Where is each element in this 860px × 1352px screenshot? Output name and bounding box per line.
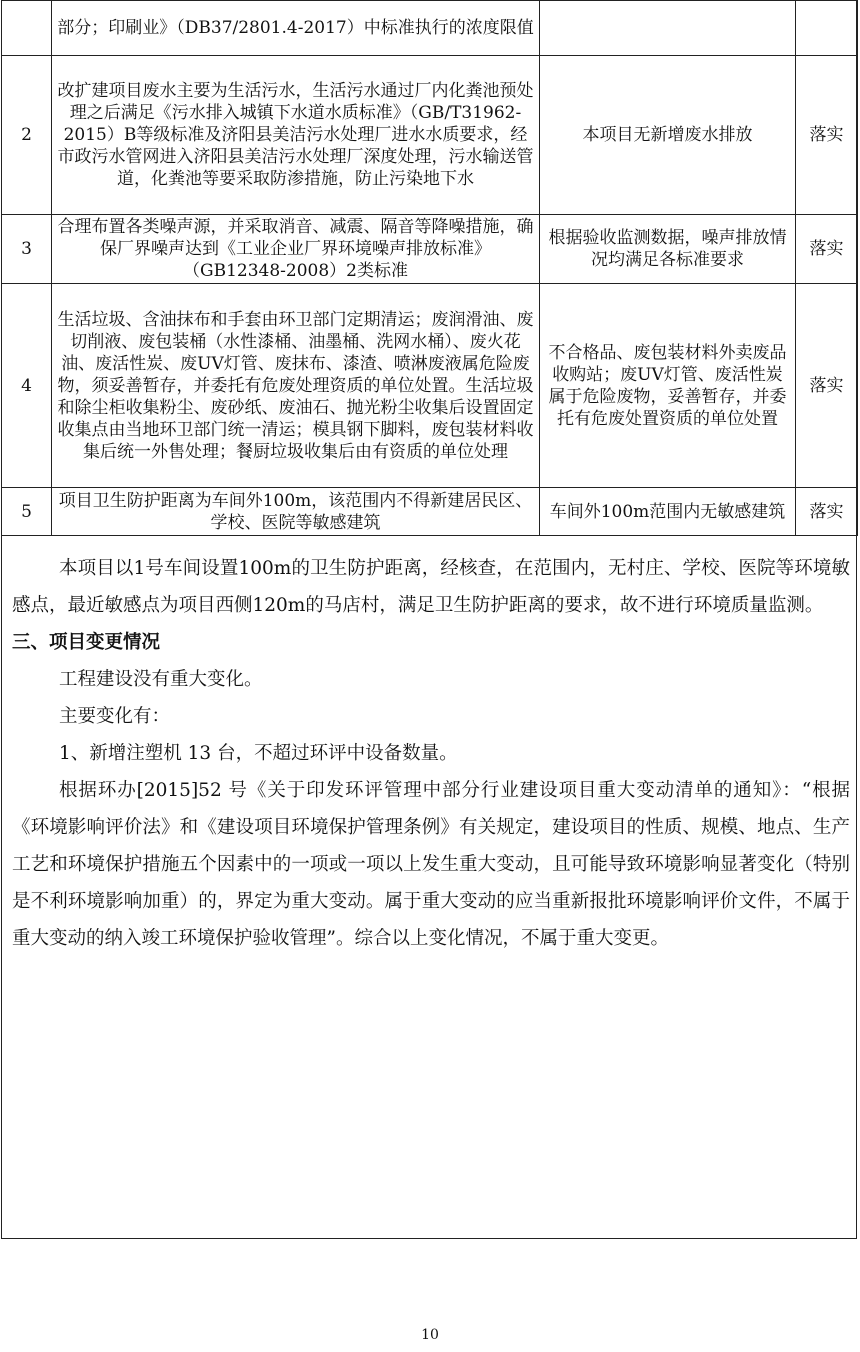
table-row (2, 56, 858, 215)
row-number: 2 (2, 56, 52, 215)
row-number: 4 (2, 284, 52, 488)
table-row (2, 1, 858, 56)
section-heading: 三、项目变更情况 (12, 632, 161, 653)
implementation-cell: 根据验收监测数据，噪声排放情况均满足各标准要求 (540, 215, 796, 284)
measures-table (1, 0, 858, 536)
implementation-cell: 本项目无新增废水排放 (540, 56, 796, 215)
table-row (2, 284, 858, 488)
row-number: 3 (2, 215, 52, 284)
status-cell (796, 1, 858, 56)
status-cell: 落实 (796, 284, 858, 488)
status-cell: 落实 (796, 215, 858, 284)
page-number: 10 (421, 1327, 439, 1343)
row-number: 5 (2, 488, 52, 536)
requirement-cell: 项目卫生防护距离为车间外100m，该范围内不得新建居民区、学校、医院等敏感建筑 (52, 488, 540, 536)
status-cell: 落实 (796, 488, 858, 536)
row-number (2, 1, 52, 56)
implementation-cell (540, 1, 796, 56)
body-text (12, 550, 850, 957)
paragraph: 1、新增注塑机 13 台，不超过环评中设备数量。 (59, 743, 458, 764)
status-cell: 落实 (796, 56, 858, 215)
paragraph: 本项目以1号车间设置100m的卫生防护距离，经核查，在范围内，无村庄、学校、医院等环境敏感点，最近敏感点为项目西侧120m的马店村，满足卫生防护距离的要求，故不进行环境质量监测。 (12, 558, 850, 616)
table-row (2, 215, 858, 284)
paragraph: 主要变化有： (59, 706, 171, 727)
table-row (2, 488, 858, 536)
requirement-cell: 改扩建项目废水主要为生活污水，生活污水通过厂内化粪池预处理之后满足《污水排入城镇下水道水质标准》（GB/T31962-2015）B等级标准及济阳县美洁污水处理厂进水水质要求，经市政污水管网进入济阳县美洁污水处理厂深度处理，污水输送管道，化粪池等要采取防渗措施，防止污染地下水 (52, 56, 540, 215)
requirement-cell: 部分；印刷业》（DB37/2801.4-2017）中标准执行的浓度限值 (52, 1, 540, 56)
paragraph: 工程建设没有重大变化。 (59, 669, 263, 690)
implementation-cell: 车间外100m范围内无敏感建筑 (540, 488, 796, 536)
implementation-cell: 不合格品、废包装材料外卖废品收购站；废UV灯管、废活性炭属于危险废物，妥善暂存，并委托有危废处置资质的单位处置 (540, 284, 796, 488)
paragraph: 根据环办[2015]52 号《关于印发环评管理中部分行业建设项目重大变动清单的通知》：“根据《环境影响评价法》和《建设项目环境保护管理条例》有关规定，建设项目的性质、规模、地点、生产工艺和环境保护措施五个因素中的一项或一项以上发生重大变动，且可能导致环境影响显著变化（特别是不利环境影响加重）的，界定为重大变动。属于重大变动的应当重新报批环境影响评价文件，不属于重大变动的纳入竣工环境保护验收管理”。综合以上变化情况，不属于重大变更。 (12, 780, 850, 949)
requirement-cell: 生活垃圾、含油抹布和手套由环卫部门定期清运；废润滑油、废切削液、废包装桶（水性漆桶、油墨桶、洗网水桶）、废火花油、废活性炭、废UV灯管、废抹布、漆渣、喷淋废液属危险废物，须妥善暂存，并委托有危废处理资质的单位处置。生活垃圾和除尘柜收集粉尘、废砂纸、废油石、抛光粉尘收集后设置固定收集点由当地环卫部门统一清运；模具钢下脚料，废包装材料收集后统一外售处理；餐厨垃圾收集后由有资质的单位处理 (52, 284, 540, 488)
requirement-cell: 合理布置各类噪声源，并采取消音、减震、隔音等降噪措施，确保厂界噪声达到《工业企业厂界环境噪声排放标准》（GB12348-2008）2类标准 (52, 215, 540, 284)
